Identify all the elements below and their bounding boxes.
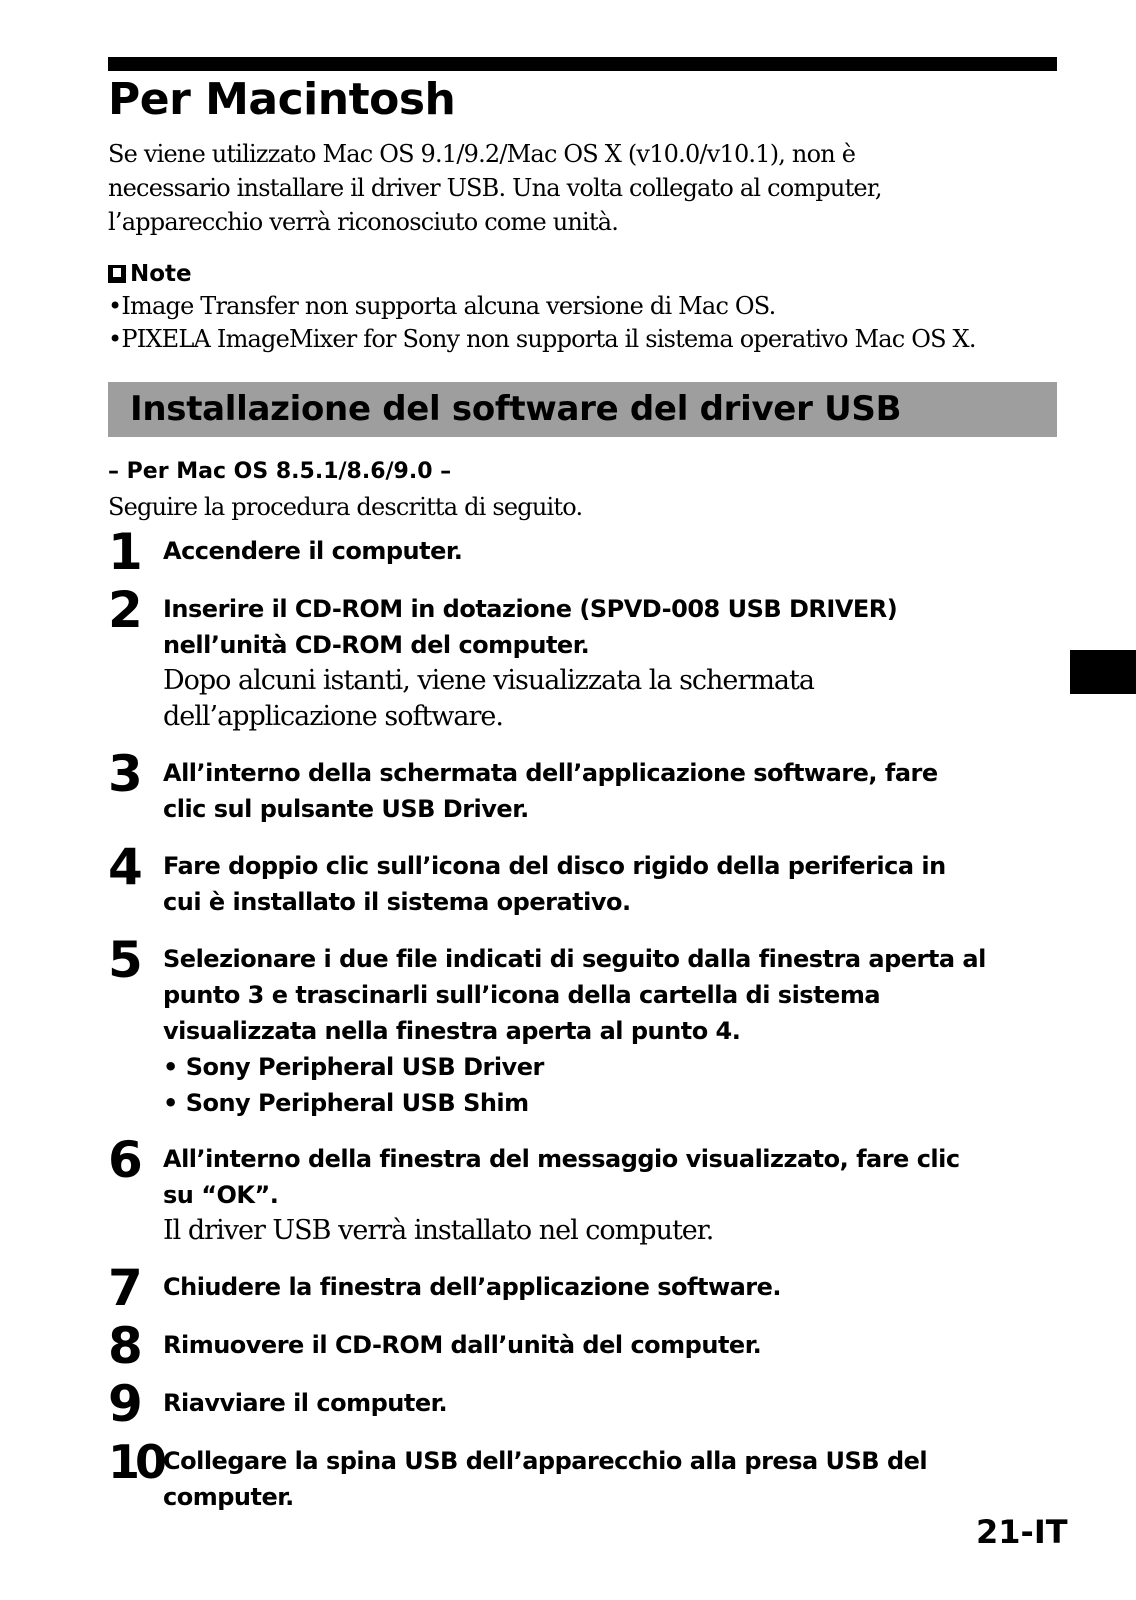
procedure-intro: Seguire la procedura descritta di seguito. xyxy=(108,493,583,521)
step-instruction: Riavviare il computer. xyxy=(163,1389,448,1417)
step-instruction: Inserire il CD-ROM in dotazione (SPVD-008 USB DRIVER) xyxy=(163,595,898,623)
step-number: 4 xyxy=(108,838,143,896)
step-instruction: punto 3 e trascinarli sull’icona della cartella di sistema xyxy=(163,981,881,1009)
note-item: • Image Transfer non supporta alcuna versione di Mac OS. xyxy=(108,290,976,323)
note-icon xyxy=(108,265,126,283)
top-rule xyxy=(108,57,1057,71)
intro-line: Se viene utilizzato Mac OS 9.1/9.2/Mac OS X (v10.0/v10.1), non è xyxy=(108,140,856,168)
step-instruction: Collegare la spina USB dell’apparecchio alla presa USB del xyxy=(163,1447,928,1475)
step-number: 5 xyxy=(108,931,143,989)
step-2 xyxy=(108,581,1068,735)
step-8 xyxy=(108,1317,1068,1375)
step-number: 7 xyxy=(108,1259,143,1317)
section-header xyxy=(108,382,1057,437)
step-number: 3 xyxy=(108,745,143,803)
page-title: Per Macintosh xyxy=(108,74,456,125)
os-subheading: – Per Mac OS 8.5.1/8.6/9.0 – xyxy=(108,459,452,484)
step-number: 10 xyxy=(108,1435,163,1489)
intro-line: necessario installare il driver USB. Una volta collegato al computer, xyxy=(108,174,882,202)
step-instruction: visualizzata nella finestra aperta al punto 4. xyxy=(163,1017,741,1045)
step-4 xyxy=(108,838,1068,920)
page-number: 21-IT xyxy=(976,1513,1068,1551)
step-instruction: su “OK”. xyxy=(163,1181,279,1209)
note-list xyxy=(108,290,976,356)
step-instruction: clic sul pulsante USB Driver. xyxy=(163,795,529,823)
step-10 xyxy=(108,1435,1068,1515)
step-number: 8 xyxy=(108,1317,143,1375)
file-list-item: • Sony Peripheral USB Shim xyxy=(163,1089,529,1117)
step-number: 1 xyxy=(108,523,143,581)
step-instruction: All’interno della schermata dell’applicazione software, fare xyxy=(163,759,938,787)
step-instruction: Selezionare i due file indicati di seguito dalla finestra aperta al xyxy=(163,945,986,973)
step-number: 6 xyxy=(108,1131,143,1189)
step-6 xyxy=(108,1131,1068,1249)
note-item: • PIXELA ImageMixer for Sony non supporta il sistema operativo Mac OS X. xyxy=(108,323,976,356)
note-label: Note xyxy=(130,261,192,287)
step-1 xyxy=(108,523,1068,581)
step-instruction: All’interno della finestra del messaggio visualizzato, fare clic xyxy=(163,1145,960,1173)
step-description: Il driver USB verrà installato nel computer. xyxy=(163,1215,714,1246)
step-7 xyxy=(108,1259,1068,1317)
step-number: 9 xyxy=(108,1375,143,1433)
intro-paragraph xyxy=(108,137,1048,239)
intro-line: l’apparecchio verrà riconosciuto come unità. xyxy=(108,208,619,236)
section-title: Installazione del software del driver USB xyxy=(130,389,902,429)
step-instruction: cui è installato il sistema operativo. xyxy=(163,888,631,916)
step-number: 2 xyxy=(108,581,143,639)
step-description: Dopo alcuni istanti, viene visualizzata la schermata xyxy=(163,665,814,696)
step-instruction: Rimuovere il CD-ROM dall’unità del computer. xyxy=(163,1331,762,1359)
step-instruction: nell’unità CD-ROM del computer. xyxy=(163,631,590,659)
note-heading xyxy=(108,258,192,290)
step-description: dell’applicazione software. xyxy=(163,701,503,732)
step-5 xyxy=(108,931,1068,1121)
step-instruction: Chiudere la finestra dell’applicazione software. xyxy=(163,1273,782,1301)
chapter-tab-marker xyxy=(1070,650,1136,694)
step-instruction: computer. xyxy=(163,1483,294,1511)
file-list-item: • Sony Peripheral USB Driver xyxy=(163,1053,544,1081)
step-3 xyxy=(108,745,1068,827)
step-9 xyxy=(108,1375,1068,1433)
step-instruction: Fare doppio clic sull’icona del disco rigido della periferica in xyxy=(163,852,946,880)
step-instruction: Accendere il computer. xyxy=(163,537,463,565)
